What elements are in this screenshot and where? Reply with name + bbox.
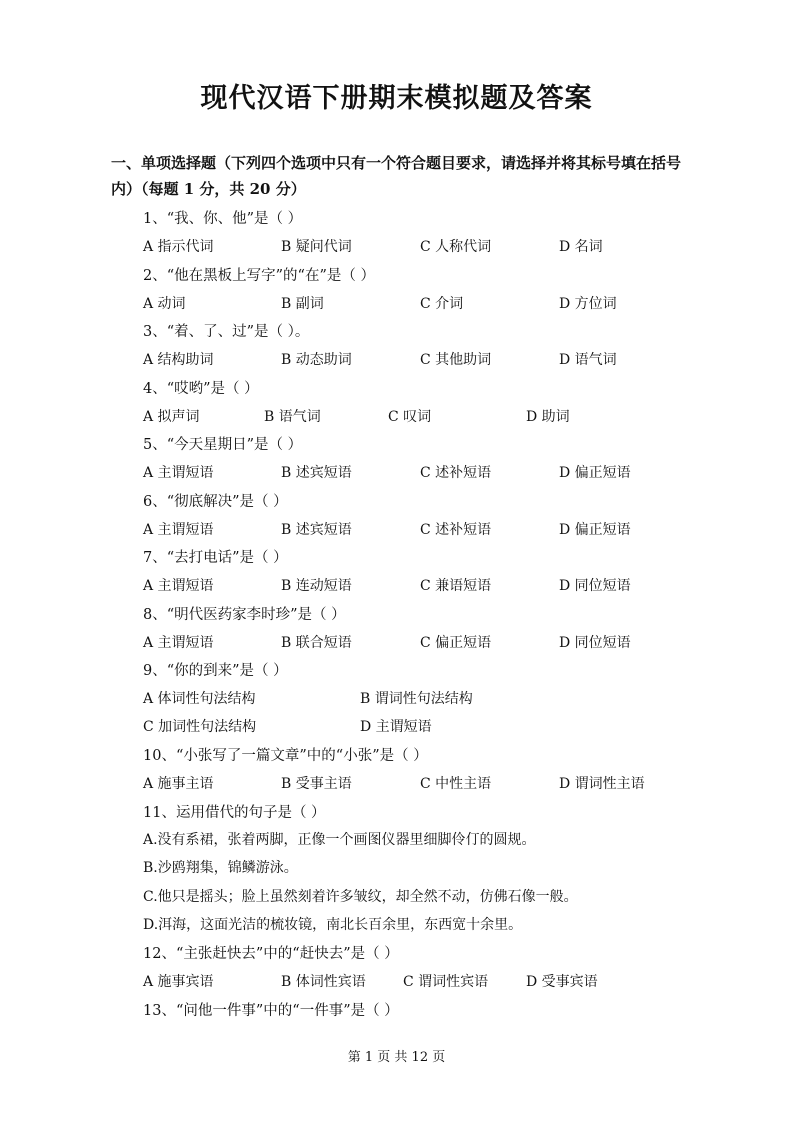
question-stem-3: 3、“着、了、过”是（ ）。 (143, 324, 310, 340)
question-stem-13: 13、“问他一件事”中的“一件事”是（ ） (143, 1003, 399, 1019)
option-d: D 同位短语 (559, 578, 631, 594)
page-title: 现代汉语下册期末模拟题及答案 (200, 83, 593, 114)
option-a: A 施事宾语 (143, 974, 214, 990)
option-b: B 谓词性句法结构 (360, 691, 473, 707)
option-c: C 偏正短语 (420, 635, 492, 651)
option-a: A 施事主语 (143, 776, 214, 792)
option-b: B 动态助词 (281, 352, 352, 368)
option-a: A.没有系裙，张着两脚，正像一个画图仪器里细脚伶仃的圆规。 (143, 832, 536, 848)
question-stem-10: 10、“小张写了一篇文章”中的“小张”是（ ） (143, 748, 428, 764)
option-a: A 动词 (143, 296, 186, 312)
option-c: C 兼语短语 (420, 578, 492, 594)
option-b: B 述宾短语 (281, 465, 352, 481)
option-d: D 主谓短语 (360, 719, 432, 735)
question-options-10 (143, 773, 703, 795)
question-options-7 (143, 575, 703, 597)
option-b: B 连动短语 (281, 578, 352, 594)
question-options-4 (143, 406, 703, 428)
option-c: C 加词性句法结构 (143, 719, 257, 735)
question-options-1 (143, 236, 703, 258)
option-d: D 助词 (526, 409, 570, 425)
option-a: A 结构助词 (143, 352, 214, 368)
option-c: C 谓词性宾语 (403, 974, 489, 990)
question-options-8 (143, 632, 703, 654)
question-stem-2: 2、“他在黑板上写字”的“在”是（ ） (143, 268, 375, 284)
question-options-3 (143, 349, 703, 371)
option-b: B 疑问代词 (281, 239, 352, 255)
option-c: C 介词 (420, 296, 464, 312)
question-stem-12: 12、“主张赶快去”中的“赶快去”是（ ） (143, 946, 399, 962)
page-footer: 第 1 页 共 12 页 (347, 1050, 446, 1065)
option-b: B 语气词 (264, 409, 321, 425)
question-stem-5: 5、“今天星期日”是（ ） (143, 437, 303, 453)
option-a: A 主谓短语 (143, 465, 214, 481)
option-c: C.他只是摇头；脸上虽然刻着许多皱纹，却全然不动，仿佛石像一般。 (143, 889, 578, 905)
option-a: A 主谓短语 (143, 635, 214, 651)
question-options-2 (143, 293, 703, 315)
option-a: A 主谓短语 (143, 522, 214, 538)
option-c: C 中性主语 (420, 776, 492, 792)
option-a: A 体词性句法结构 (143, 691, 256, 707)
option-b: B 体词性宾语 (281, 974, 366, 990)
option-d: D 偏正短语 (559, 465, 631, 481)
option-d: D 同位短语 (559, 635, 631, 651)
option-d: D 偏正短语 (559, 522, 631, 538)
option-b: B 副词 (281, 296, 324, 312)
question-stem-6: 6、“彻底解决”是（ ） (143, 494, 288, 510)
option-b: B.沙鸥翔集，锦鳞游泳。 (143, 860, 298, 876)
option-d: D 谓词性主语 (559, 776, 645, 792)
option-d: D 语气词 (559, 352, 617, 368)
question-stem-8: 8、“明代医药家李时珍”是（ ） (143, 607, 346, 623)
option-b: B 受事主语 (281, 776, 352, 792)
question-options-12 (143, 971, 703, 993)
option-c: C 叹词 (388, 409, 432, 425)
question-stem-7: 7、“去打电话”是（ ） (143, 550, 288, 566)
question-options-5 (143, 462, 703, 484)
question-options-9-row1 (143, 688, 703, 710)
option-c: C 述补短语 (420, 465, 492, 481)
option-a: A 主谓短语 (143, 578, 214, 594)
option-b: B 述宾短语 (281, 522, 352, 538)
option-c: C 述补短语 (420, 522, 492, 538)
section-heading: 一、单项选择题（下列四个选项中只有一个符合题目要求，请选择并将其标号填在括号内）（每题 1 分，共 20 分） (111, 154, 682, 198)
option-d: D.洱海，这面光洁的梳妆镜，南北长百余里，东西宽十余里。 (143, 917, 523, 933)
question-stem-1: 1、“我、你、他”是（ ） (143, 211, 303, 227)
option-c: C 人称代词 (420, 239, 492, 255)
question-options-9-row2 (143, 716, 703, 738)
option-d: D 名词 (559, 239, 603, 255)
question-options-6 (143, 519, 703, 541)
option-d: D 受事宾语 (526, 974, 598, 990)
option-c: C 其他助词 (420, 352, 492, 368)
option-d: D 方位词 (559, 296, 617, 312)
option-a: A 指示代词 (143, 239, 214, 255)
question-stem-11: 11、运用借代的句子是（ ） (143, 805, 326, 821)
question-stem-9: 9、“你的到来”是（ ） (143, 663, 288, 679)
question-stem-4: 4、“哎哟”是（ ） (143, 381, 259, 397)
option-b: B 联合短语 (281, 635, 352, 651)
option-a: A 拟声词 (143, 409, 200, 425)
